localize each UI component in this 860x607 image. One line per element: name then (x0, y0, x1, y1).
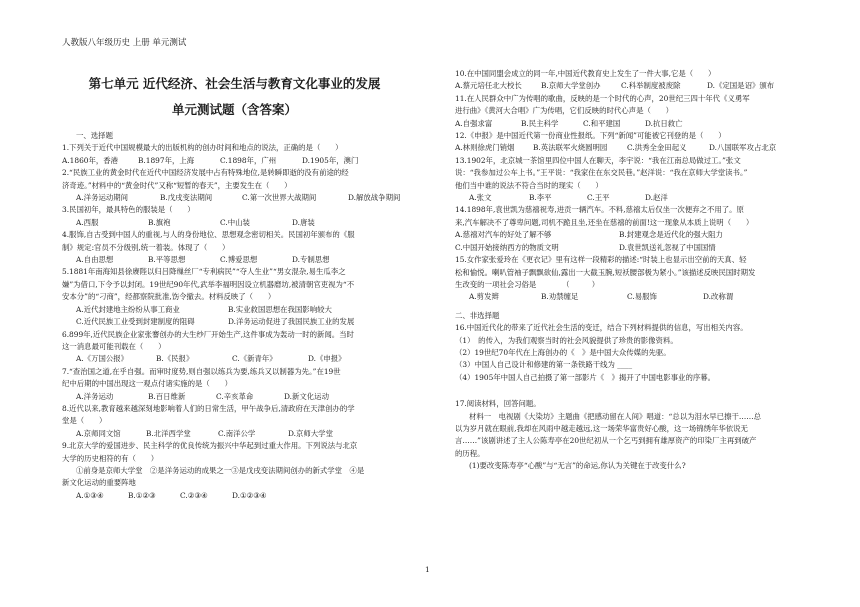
question-13-line: 说：“我参加过公车上书。”王平说：“我家住在东交民巷。”赵洋说：“我在京师大学堂读书。” (455, 168, 748, 178)
question-11-options (455, 118, 800, 130)
option: B.戊戌变法期间 (160, 193, 213, 203)
question-13-line: 13.1902年，北京城一茶馆里四位中国人在聊天，李宇说：“我在江南总局做过工。”张文 (455, 155, 741, 165)
option: D.《定国是诏》颁布 (707, 81, 775, 91)
question-16-item: （1） 的传入，为我们观察当时的社会风貌提供了珍贵的影像资料。 (455, 335, 678, 345)
question-11-line: 11.在人民群众中广为传唱的歌曲，反映的是一个时代的心声，20世纪三四十年代《义勇军 (455, 93, 750, 103)
question-14-options (455, 229, 800, 241)
option: B.旗袍 (148, 217, 171, 227)
option: A.蔡元培任北大校长 (455, 81, 522, 91)
option: D.京师大学堂 (288, 428, 333, 438)
option: D.抗日救亡 (645, 118, 683, 128)
option: D.八国联军攻占北京 (709, 143, 777, 153)
option: D.专制思想 (292, 255, 330, 265)
option: A.洋务运动 (76, 391, 114, 401)
question-17: 17.阅读材料，回答问题。 (455, 399, 541, 409)
option: C.和平建国 (583, 118, 621, 128)
option: C.第一次世界大战期间 (242, 193, 317, 203)
option: D.1905年，澳门 (302, 155, 359, 165)
question-9-line: 大学的历史相符的有（ ） (62, 453, 159, 463)
question-6-options (62, 353, 407, 365)
option: B.平等思想 (148, 255, 186, 265)
section-heading-nonchoice: 二、非选择题 (455, 310, 500, 320)
option: B.封建观念是近代化的强大阻力 (619, 230, 723, 240)
question-14-line: 14.1898年,袁世凯为慈禧祝寿,进贡一辆汽车。不料,慈禧太后仅坐一次便弃之不用了。原 (455, 205, 744, 215)
option: A.①③④ (76, 490, 104, 500)
test-title: 单元测试题（含答案） (171, 102, 297, 117)
option: A.洋务运动期间 (76, 193, 129, 203)
question-15-line: 15.女作家张爱玲在《更衣记》里有这样一段精彩的描述:“时装上也显示出空前的天真、轻 (455, 255, 747, 265)
option: C.王平 (587, 193, 610, 203)
question-16-item: （2）19世纪70年代在上海创办的《 》是中国大众传媒的先驱。 (455, 347, 671, 357)
question-5-options (62, 304, 407, 316)
question-15-line: 松和愉悦。喇叭管袖子飘飘欲仙,露出一大截玉腕,短袄腰部极为紧小。”该描述反映民国时期发 (455, 267, 756, 277)
right-column (455, 68, 800, 473)
option: D.唐装 (292, 217, 315, 227)
question-7-line: 纪中后期的中国出现这一观点付诸实施的是（ ） (62, 379, 232, 389)
option: C.②③④ (180, 490, 208, 500)
option: C.中国开始接纳西方的物质文明 (455, 242, 559, 252)
question-6-line: 6.899年,近代民族企业家张謇创办的大生纱厂开始生产,这件事成为轰动一时的新闻。当时 (62, 329, 354, 339)
option: A.剪发辫 (469, 292, 499, 302)
question-9-line: 9.北京大学的爱国进步、民主科学的优良传统为振兴中华起到过重大作用。下列说法与北京 (62, 441, 358, 451)
question-2-line: 2.“民族工业的黄金时代在近代中国经济发展中占有特殊地位,是转瞬即逝的没有前途的经 (62, 168, 349, 178)
option: B.1897年，上海 (138, 155, 195, 165)
option: B.《民报》 (156, 354, 194, 364)
question-7-line: 7.“查治国之道,在乎自强。而审时度势,则自强以练兵为要,练兵又以制器为先。”在19世 (62, 366, 341, 376)
question-14-options (455, 242, 800, 254)
option: D.解放战争期间 (348, 193, 401, 203)
question-15-line: 生改变的一项社会习俗是 （ ） (455, 279, 600, 289)
option: A.林则徐虎门销烟 (455, 143, 515, 153)
question-14-line: 来,汽车解决不了尊卑问题,司机不跪且坐,还坐在慈禧的前面!这一现象从本质上说明（ ） (455, 217, 754, 227)
option: B.京师大学堂创办 (541, 81, 601, 91)
question-13-options (455, 192, 800, 204)
option: C.近代民族工业受到封建制度的阻碍 (76, 317, 195, 327)
option: D.赵洋 (645, 193, 668, 203)
option: C.辛亥革命 (216, 391, 254, 401)
option: B.百日维新 (148, 391, 186, 401)
question-4-options (62, 254, 407, 266)
question-2-line: 济奇迹。”材料中的“黄金时代”又称“短暂的春天”，主要发生在（ ） (62, 180, 292, 190)
left-column (62, 68, 407, 502)
option: B.英法联军火烧圆明园 (533, 143, 608, 153)
option: B.实业救国思想在我国影响较大 (228, 304, 332, 314)
option: A.张文 (469, 193, 492, 203)
question-5-options (62, 316, 407, 328)
question-5-line: 嫌”为借口,下令予以封闭。19世纪90年代,武举李福明因设立机器磨坊,被清朝官吏视为“不 (62, 279, 355, 289)
question-17-line: (1)要改变陈寿亭“心酸”与“无言”的命运,你认为关键在于改变什么? (469, 461, 686, 471)
option: C.《新青年》 (232, 354, 277, 364)
question-16: 16.中国近代化的带来了近代社会生活的变迁，结合下列材料提供的信息，写出相关内容。 (455, 323, 748, 333)
question-4-line: 4.服饰,自古受到中国人的重视,与人的身份地位、思想观念密切相关。民国初年颁布的《服 (62, 230, 355, 240)
option: A.慈禧对汽车的好处了解不够 (455, 230, 552, 240)
question-9-line: 新文化运动的重要阵地 (62, 478, 136, 488)
question-1: 1.下列关于近代中国规模最大的出版机构的创办时间和地点的说法，正确的是（ ） (62, 143, 343, 153)
question-8-line: 8.近代以来,教育越来越深刻地影响着人们的日常生活，甲午战争后,清政府在天津创办的学 (62, 403, 355, 413)
option: D.①②③④ (232, 490, 267, 500)
question-10-options (455, 80, 800, 92)
question-7-options (62, 391, 407, 403)
option: A.《万国公报》 (76, 354, 129, 364)
option: C.易服饰 (627, 292, 657, 302)
option: A.京师同文馆 (76, 428, 121, 438)
option: B.李平 (529, 193, 552, 203)
option: A.自强求富 (455, 118, 493, 128)
question-17-line: 材料一 电视剧《大染坊》主题曲《把感动留在人间》唱道：“总以为泪水早已擦干……总 (469, 411, 762, 421)
option: D.改称谓 (703, 292, 734, 302)
question-12: 12.《申报》是中国近代第一份商业性报纸。下列“新闻”可能被它刊登的是（ ） (455, 131, 726, 141)
question-2-options (62, 192, 407, 204)
question-10: 10.在中国同盟会成立的同一年,中国近代教育史上发生了一件大事,它是（ ） (455, 69, 716, 78)
question-5-line: 5.1881年南海知县徐赓陛以归吕降缫丝厂“专利病民”“夺人生业”“男女混杂,易生瓜李之 (62, 267, 346, 277)
option: A.近代封建地主纷纷从事工商业 (76, 304, 180, 314)
option: C.科举制度被废除 (621, 81, 681, 91)
question-9-options (62, 490, 407, 502)
question-8-line: 堂是（ ） (62, 416, 107, 426)
question-17-line: 的历程。 (455, 448, 485, 458)
question-4-line: 制》规定:官员不分级别,统一着装。体现了（ ） (62, 242, 230, 252)
question-3: 3.民国初年，最具特色的服装是（ ） (62, 205, 195, 215)
question-17-line: 言……”该剧讲述了主人公陈寿亭在20世纪初从一个乞丐到拥有雄厚资产的印染厂主再到破产 (455, 436, 757, 446)
page-number: 1 (425, 565, 430, 574)
running-header: 人教版八年级历史 上册 单元测试 (62, 38, 187, 48)
question-16-item: （4）1905年中国人自己拍摄了第一部影片《 》揭开了中国电影事业的序幕。 (455, 372, 716, 382)
question-9-line: ①前身是京师大学堂 ②是洋务运动的成果之一③是戊戌变法期间创办的新式学堂 ④是 (76, 465, 365, 475)
option: B.劝禁缠足 (541, 292, 579, 302)
option: C.中山装 (220, 217, 250, 227)
option: C.1898年，广州 (220, 155, 277, 165)
option: D.袁世凯送礼忽视了中国国情 (619, 242, 716, 252)
option: D.洋务运动促进了我国民族工业的发展 (228, 317, 355, 327)
option: C.南洋公学 (218, 428, 256, 438)
option: B.民主科学 (521, 118, 559, 128)
question-12-options (455, 142, 800, 154)
option: A.自由思想 (76, 255, 114, 265)
option: B.①②③ (128, 490, 156, 500)
option: B.北洋西学堂 (146, 428, 191, 438)
question-13-line: 他们当中谁的说法不符合当时的现实（ ） (455, 180, 603, 190)
question-11-line: 进行曲》《黄河大合唱》广为传唱，它们反映的时代心声是（ ） (455, 106, 674, 116)
option: D.《申报》 (308, 354, 346, 364)
question-6-line: 这一消息最可能刊载在（ ） (62, 341, 166, 351)
option: D.新文化运动 (284, 391, 329, 401)
question-8-options (62, 428, 407, 440)
unit-title: 第七单元 近代经济、社会生活与教育文化事业的发展 (88, 76, 381, 91)
question-1-options (62, 155, 407, 167)
option: A.西服 (76, 217, 99, 227)
option: A.1860年，香港 (62, 155, 119, 165)
question-17-line: 以为岁月就在眼前,我却在风雨中越走越远,这一场荣华富贵好心酸，这一场锦绣年华依说无 (455, 423, 748, 433)
question-16-item: （3）中国人自己设计和修建的第一条铁路干线为 ____ (455, 360, 633, 370)
section-heading-choice: 一、选择题 (76, 131, 113, 140)
question-15-options (455, 291, 800, 303)
question-3-options (62, 217, 407, 229)
option: C.博爱思想 (220, 255, 258, 265)
question-5-line: 安本分”的“刁商”，经都察院批准,饬令撤去。材料反映了（ ） (62, 292, 276, 302)
option: C.洪秀全金田起义 (627, 143, 687, 153)
